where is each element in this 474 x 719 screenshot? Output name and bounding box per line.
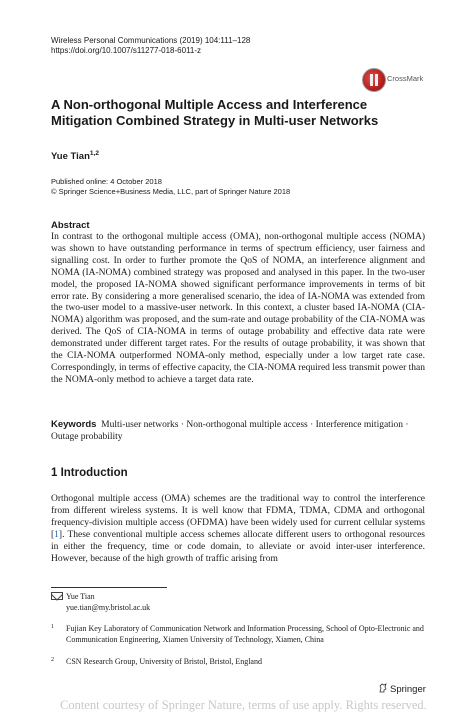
affiliation-2: CSN Research Group, University of Bristol, Bristol, England bbox=[66, 657, 262, 666]
journal-header bbox=[51, 36, 250, 56]
doi-link[interactable]: https://doi.org/10.1007/s11277-018-6011-z bbox=[51, 46, 202, 55]
citation-link[interactable]: 1 bbox=[54, 530, 59, 540]
affiliation-1-number: 1 bbox=[51, 624, 54, 630]
footnote-divider bbox=[51, 587, 167, 588]
abstract-text: In contrast to the orthogonal multiple access (OMA), non-orthogonal multiple access (NOMA) was shown to have outstanding performance in terms of spectrum efficiency, user fairness and signalling cost. In order to further promote the QoS of NOMA, an interference alignment and NOMA (IA-NOMA) combined strategy was proposed and analysed in this paper. In the two-user model, the proposed IA-NOMA showed significant performance improvements in terms of bit error rate. By considering a more generalised scenario, the idea of IA-NOMA was extended from the two-user model to a massive-user network. In this context, a cluster based IA-NOMA (CIA-NOMA) algorithm was proposed, and the sum-rate and outage probability of the CIA-NOMA was derived. The QoS of CIA-NOMA in terms of outage probability and effective data rate were demonstrated under different target rates. For the results of outage probability, it was shown that the CIA-NOMA outperformed NOMA-only method, especially under a low target rate case. Correspondingly, in terms of effective capacity, the CIA-NOMA required less transmit power than the NOMA-only method to achieve a target data rate. bbox=[51, 232, 425, 385]
copyright-line: © Springer Science+Business Media, LLC, part of Springer Nature 2018 bbox=[51, 187, 291, 196]
crossmark-button[interactable] bbox=[362, 68, 428, 90]
courtesy-watermark: Content courtesy of Springer Nature, terms of use apply. Rights reserved. bbox=[60, 698, 427, 712]
corr-email[interactable]: yue.tian@my.bristol.ac.uk bbox=[66, 602, 151, 612]
publication-meta bbox=[51, 177, 290, 197]
author-name: Yue Tian bbox=[51, 151, 90, 163]
introduction-text bbox=[51, 493, 425, 565]
author-line bbox=[51, 150, 99, 162]
affiliation-1: Fujian Key Laboratory of Communication Network and Information Processing, School of Opto-Electronic and Communication Engineering, Xiamen University of Technology, Xiamen, China bbox=[66, 624, 424, 644]
envelope-icon bbox=[51, 592, 63, 600]
abstract-heading: Abstract bbox=[51, 220, 90, 231]
title-line-1: A Non-orthogonal Multiple Access and Interference bbox=[51, 97, 368, 112]
section-heading-introduction: 1 Introduction bbox=[51, 467, 128, 479]
crossmark-icon bbox=[362, 68, 386, 92]
title-line-2: Mitigation Combined Strategy in Multi-user Networks bbox=[51, 113, 379, 128]
corresponding-author bbox=[66, 592, 150, 613]
published-date: Published online: 4 October 2018 bbox=[51, 177, 162, 186]
crossmark-label: CrossMark bbox=[387, 74, 424, 83]
intro-text-after: ]. These conventional multiple access schemes allocate different users to orthogonal resources in either the frequency, time or code domain, to alleviate or avoid inter-user interference. However, because of the high growth of traffic arising from bbox=[51, 530, 425, 564]
article-title bbox=[51, 97, 411, 129]
author-affiliation-sup: 1,2 bbox=[89, 150, 99, 157]
keywords-label: Keywords bbox=[51, 419, 97, 430]
keywords bbox=[51, 419, 425, 443]
corr-name: Yue Tian bbox=[66, 592, 95, 601]
keywords-text: Multi-user networks · Non-orthogonal multiple access · Interference mitigation · Outage probability bbox=[51, 420, 409, 442]
affiliation-2-number: 2 bbox=[51, 657, 54, 663]
springer-label: Springer bbox=[390, 684, 426, 695]
intro-text-before: Orthogonal multiple access (OMA) schemes are the traditional way to control the interference from different wireless systems. It is well know that FDMA, TDMA, CDMA and orthogonal frequency-division multiple access (OFDMA) have been widely used for current cellular systems [ bbox=[51, 494, 425, 540]
springer-horse-icon bbox=[378, 683, 388, 693]
journal-citation: Wireless Personal Communications (2019) 104:111–128 bbox=[51, 36, 251, 45]
springer-logo bbox=[378, 683, 426, 695]
